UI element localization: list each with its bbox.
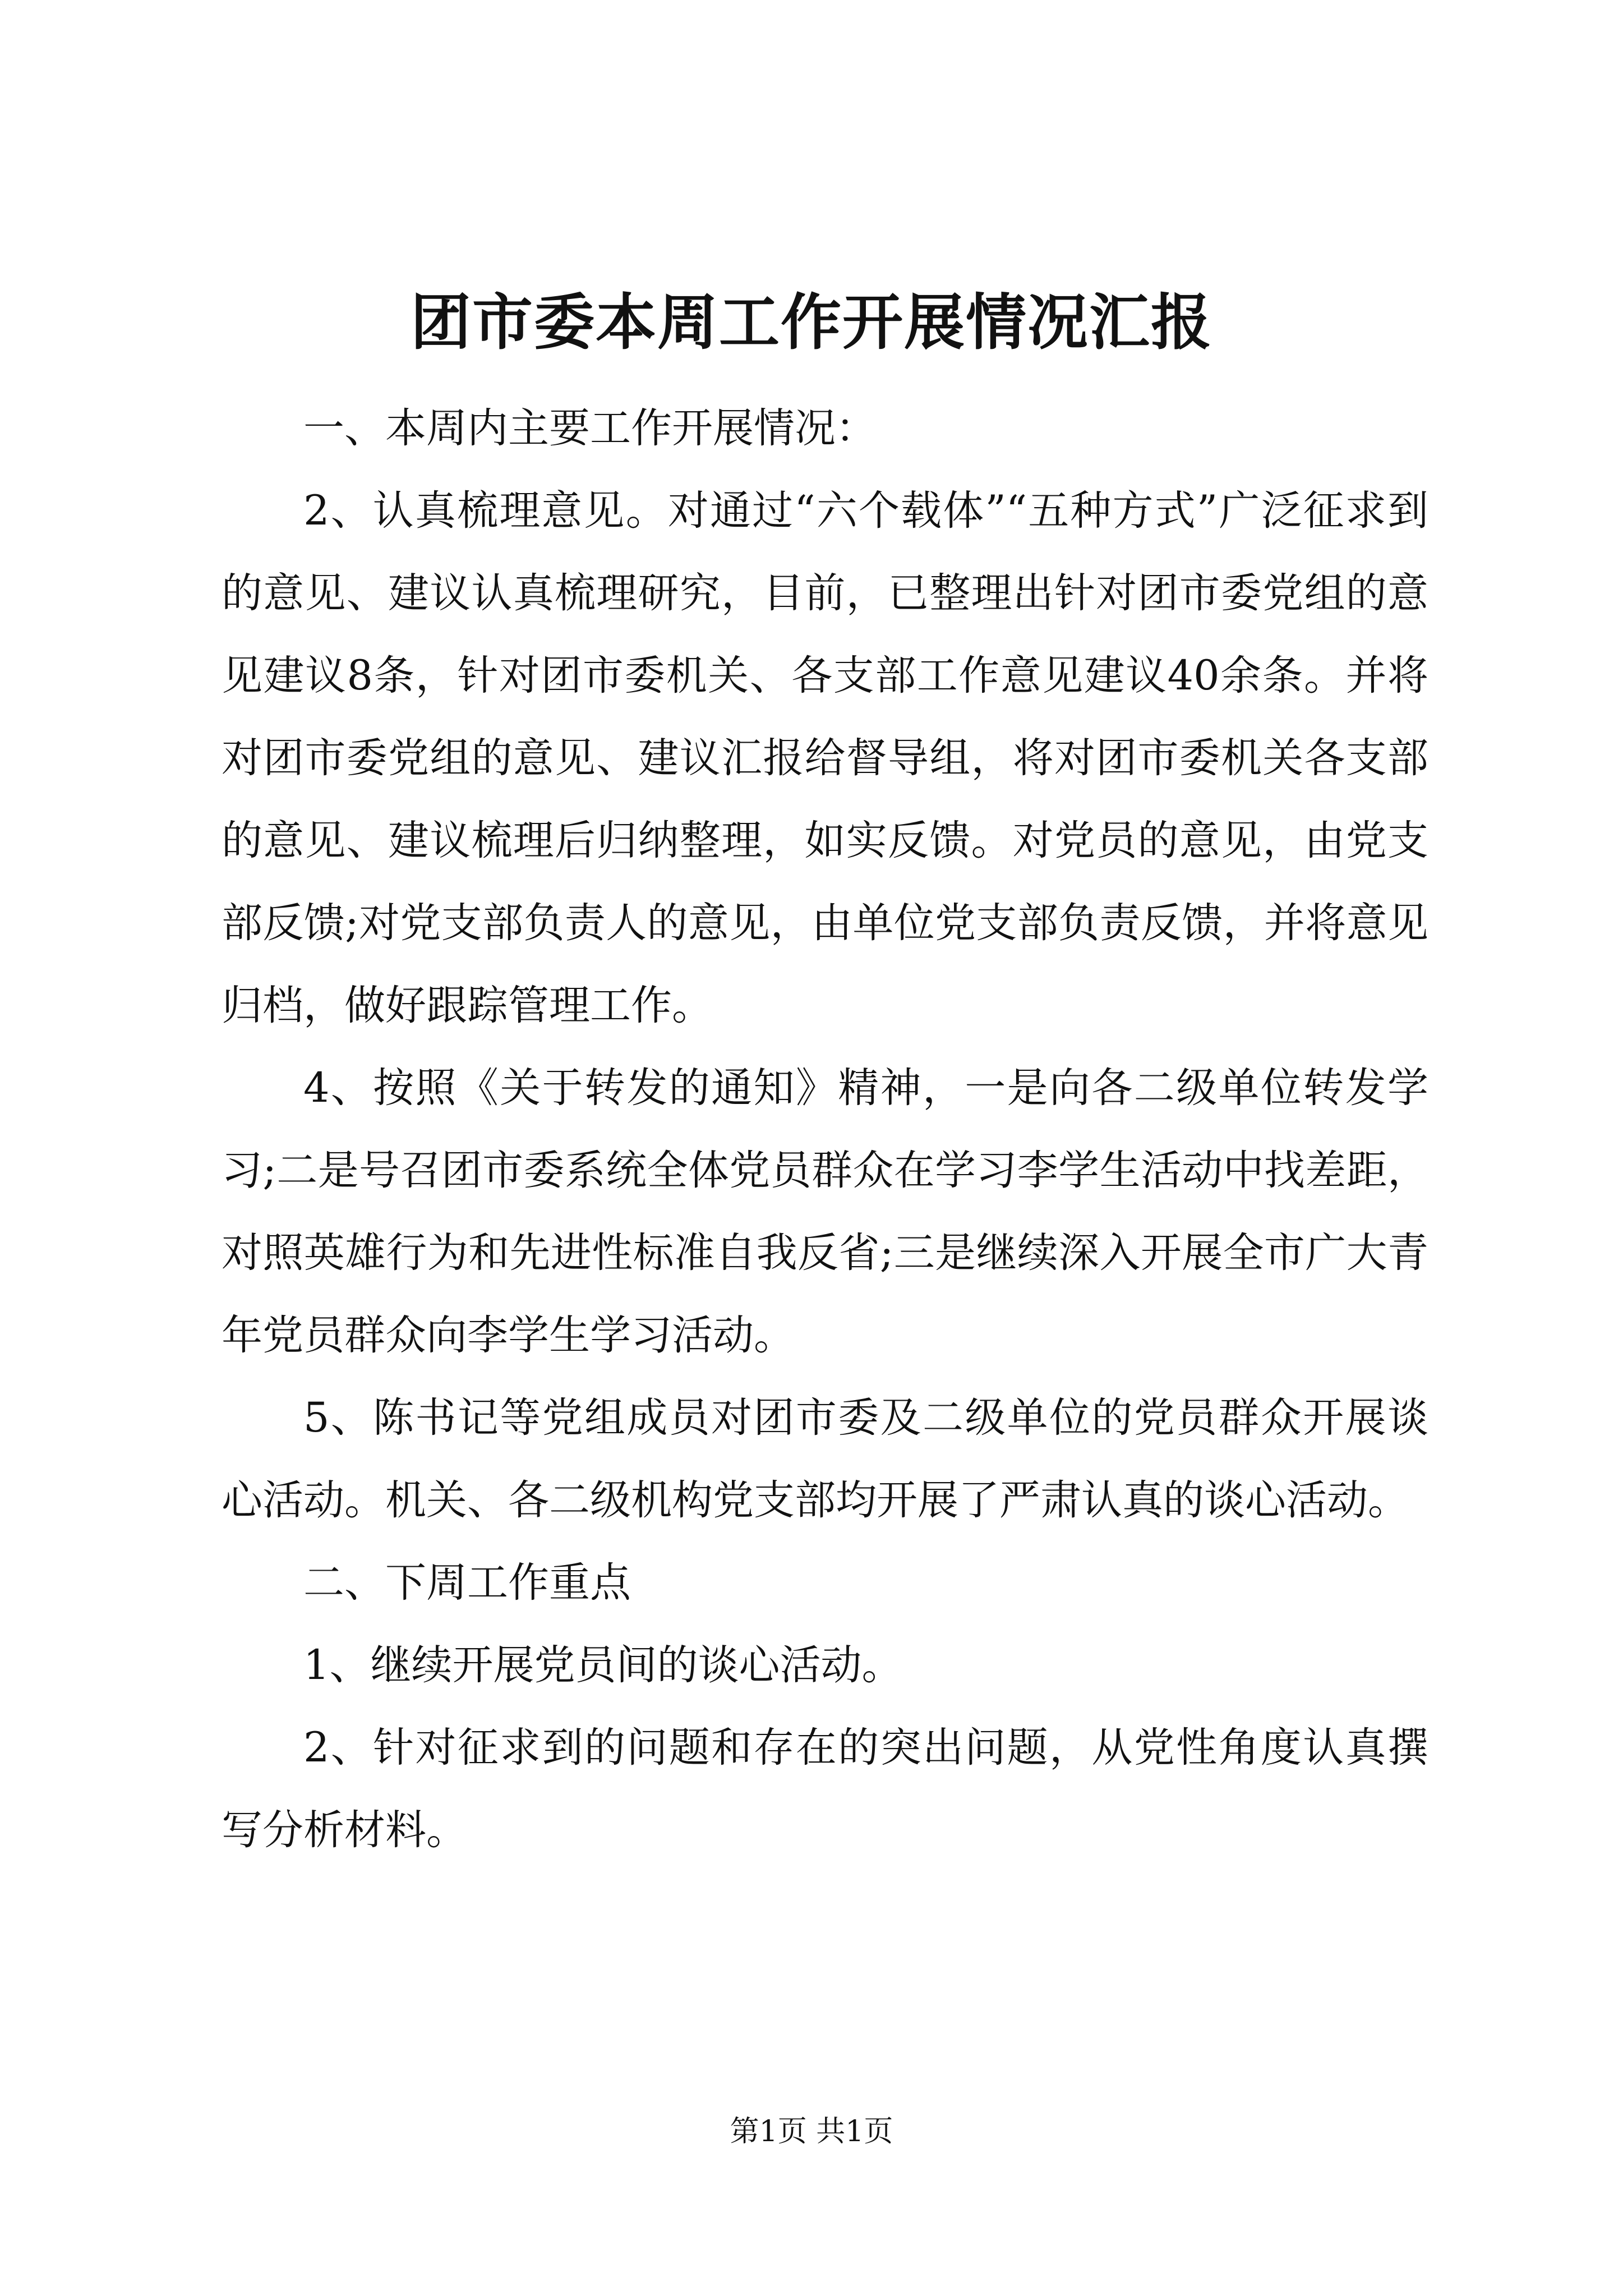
section-heading-current-week: 一、本周内主要工作开展情况： [303,404,877,452]
paragraph-notice-forwarding: 4、按照《关于转发的通知》精神，一是向各二级单位转发学习;二是号召团市委系统全体党员群众在学习李学生活动中找差距，对照英雄行为和先进性标准自我反省;三是继续深入开展全市广大青年党员群众向李学生学习活动。 [222,1064,1428,1359]
document-body [222,387,1428,1871]
paragraph-next-week-item-2: 2、针对征求到的问题和存在的突出问题，从党性角度认真撰写分析材料。 [222,1724,1428,1854]
paragraph-next-week-item-1: 1、继续开展党员间的谈心活动。 [303,1641,903,1689]
section-heading-next-week: 二、下周工作重点 [303,1559,631,1607]
paragraph-heart-to-heart-talks: 5、陈书记等党组成员对团市委及二级单位的党员群众开展谈心活动。机关、各二级机构党支部均开展了严肃认真的谈心活动。 [222,1394,1428,1524]
page-number-footer: 第1页 共1页 [730,2115,893,2148]
paragraph-opinion-review: 2、认真梳理意见。对通过“六个载体”“五种方式”广泛征求到的意见、建议认真梳理研究，目前，已整理出针对团市委党组的意见建议8条，针对团市委机关、各支部工作意见建议40余条。并将对团市委党组的意见、建议汇报给督导组，将对团市委机关各支部的意见、建议梳理后归纳整理，如实反馈。对党员的意见，由党支部反馈;对党支部负责人的意见，由单位党支部负责反馈，并将意见归档，做好跟踪管理工作。 [222,487,1428,1029]
document-title: 团市委本周工作开展情况汇报 [410,287,1212,358]
